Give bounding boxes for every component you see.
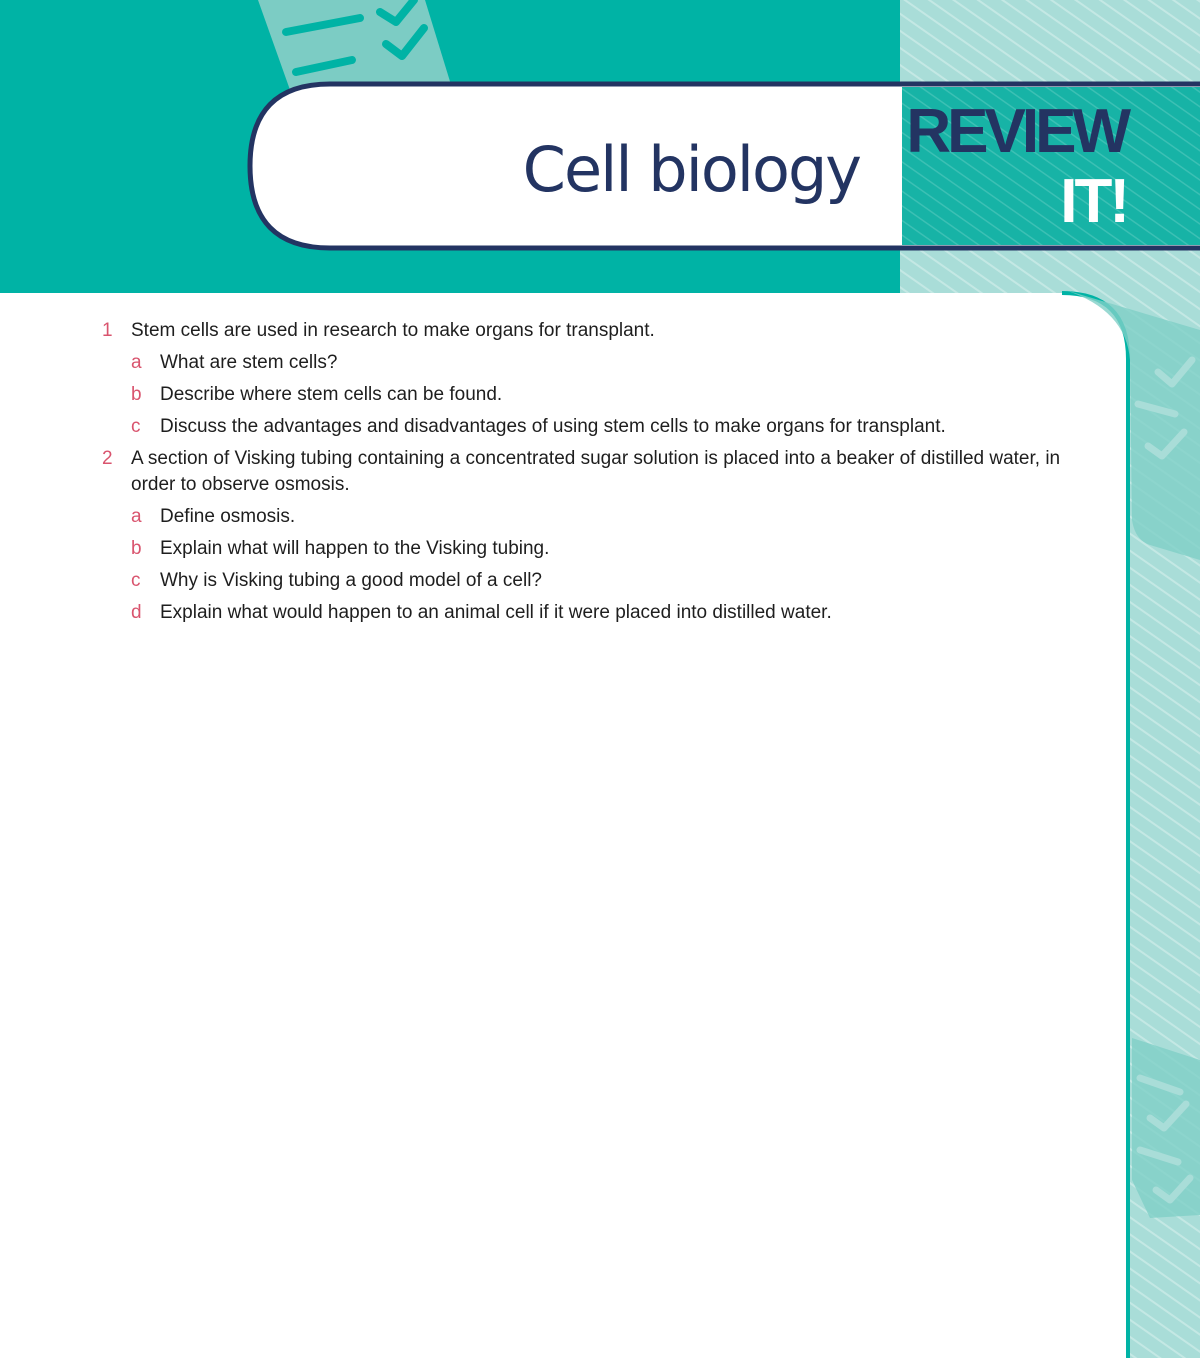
question-part xyxy=(131,350,1071,376)
part-label: a xyxy=(131,506,142,527)
question-text: A section of Visking tubing containing a concentrated sugar solution is placed into a beaker of distilled water, in order to observe osmosis. xyxy=(131,448,1061,495)
page-title: Cell biology xyxy=(522,133,860,206)
part-text: Explain what will happen to the Visking tubing. xyxy=(160,538,550,559)
part-label: b xyxy=(131,384,142,405)
part-label: c xyxy=(131,570,141,591)
question-part xyxy=(131,536,1071,562)
question-number: 2 xyxy=(102,448,113,469)
part-text: Discuss the advantages and disadvantages of using stem cells to make organs for transplant. xyxy=(160,416,946,437)
question-1 xyxy=(96,318,1071,440)
question-part xyxy=(131,600,1071,626)
question-text: Stem cells are used in research to make organs for transplant. xyxy=(131,320,655,341)
question-part xyxy=(131,414,1071,440)
part-text: Describe where stem cells can be found. xyxy=(160,384,503,405)
part-text: Why is Visking tubing a good model of a cell? xyxy=(160,570,542,591)
part-label: c xyxy=(131,416,141,437)
question-list xyxy=(96,318,1071,632)
question-part xyxy=(131,568,1071,594)
review-badge-line2: IT! xyxy=(1060,167,1127,236)
question-part xyxy=(131,504,1071,530)
question-2 xyxy=(96,446,1071,626)
part-label: b xyxy=(131,538,142,559)
checklist-icon xyxy=(1132,1038,1200,1218)
part-text: What are stem cells? xyxy=(160,352,338,373)
part-label: d xyxy=(131,602,142,623)
question-part xyxy=(131,382,1071,408)
part-text: Explain what would happen to an animal cell if it were placed into distilled water. xyxy=(160,602,832,623)
part-label: a xyxy=(131,352,142,373)
question-number: 1 xyxy=(102,320,113,341)
review-badge-line1: REVIEW xyxy=(906,97,1127,166)
part-text: Define osmosis. xyxy=(160,506,296,527)
